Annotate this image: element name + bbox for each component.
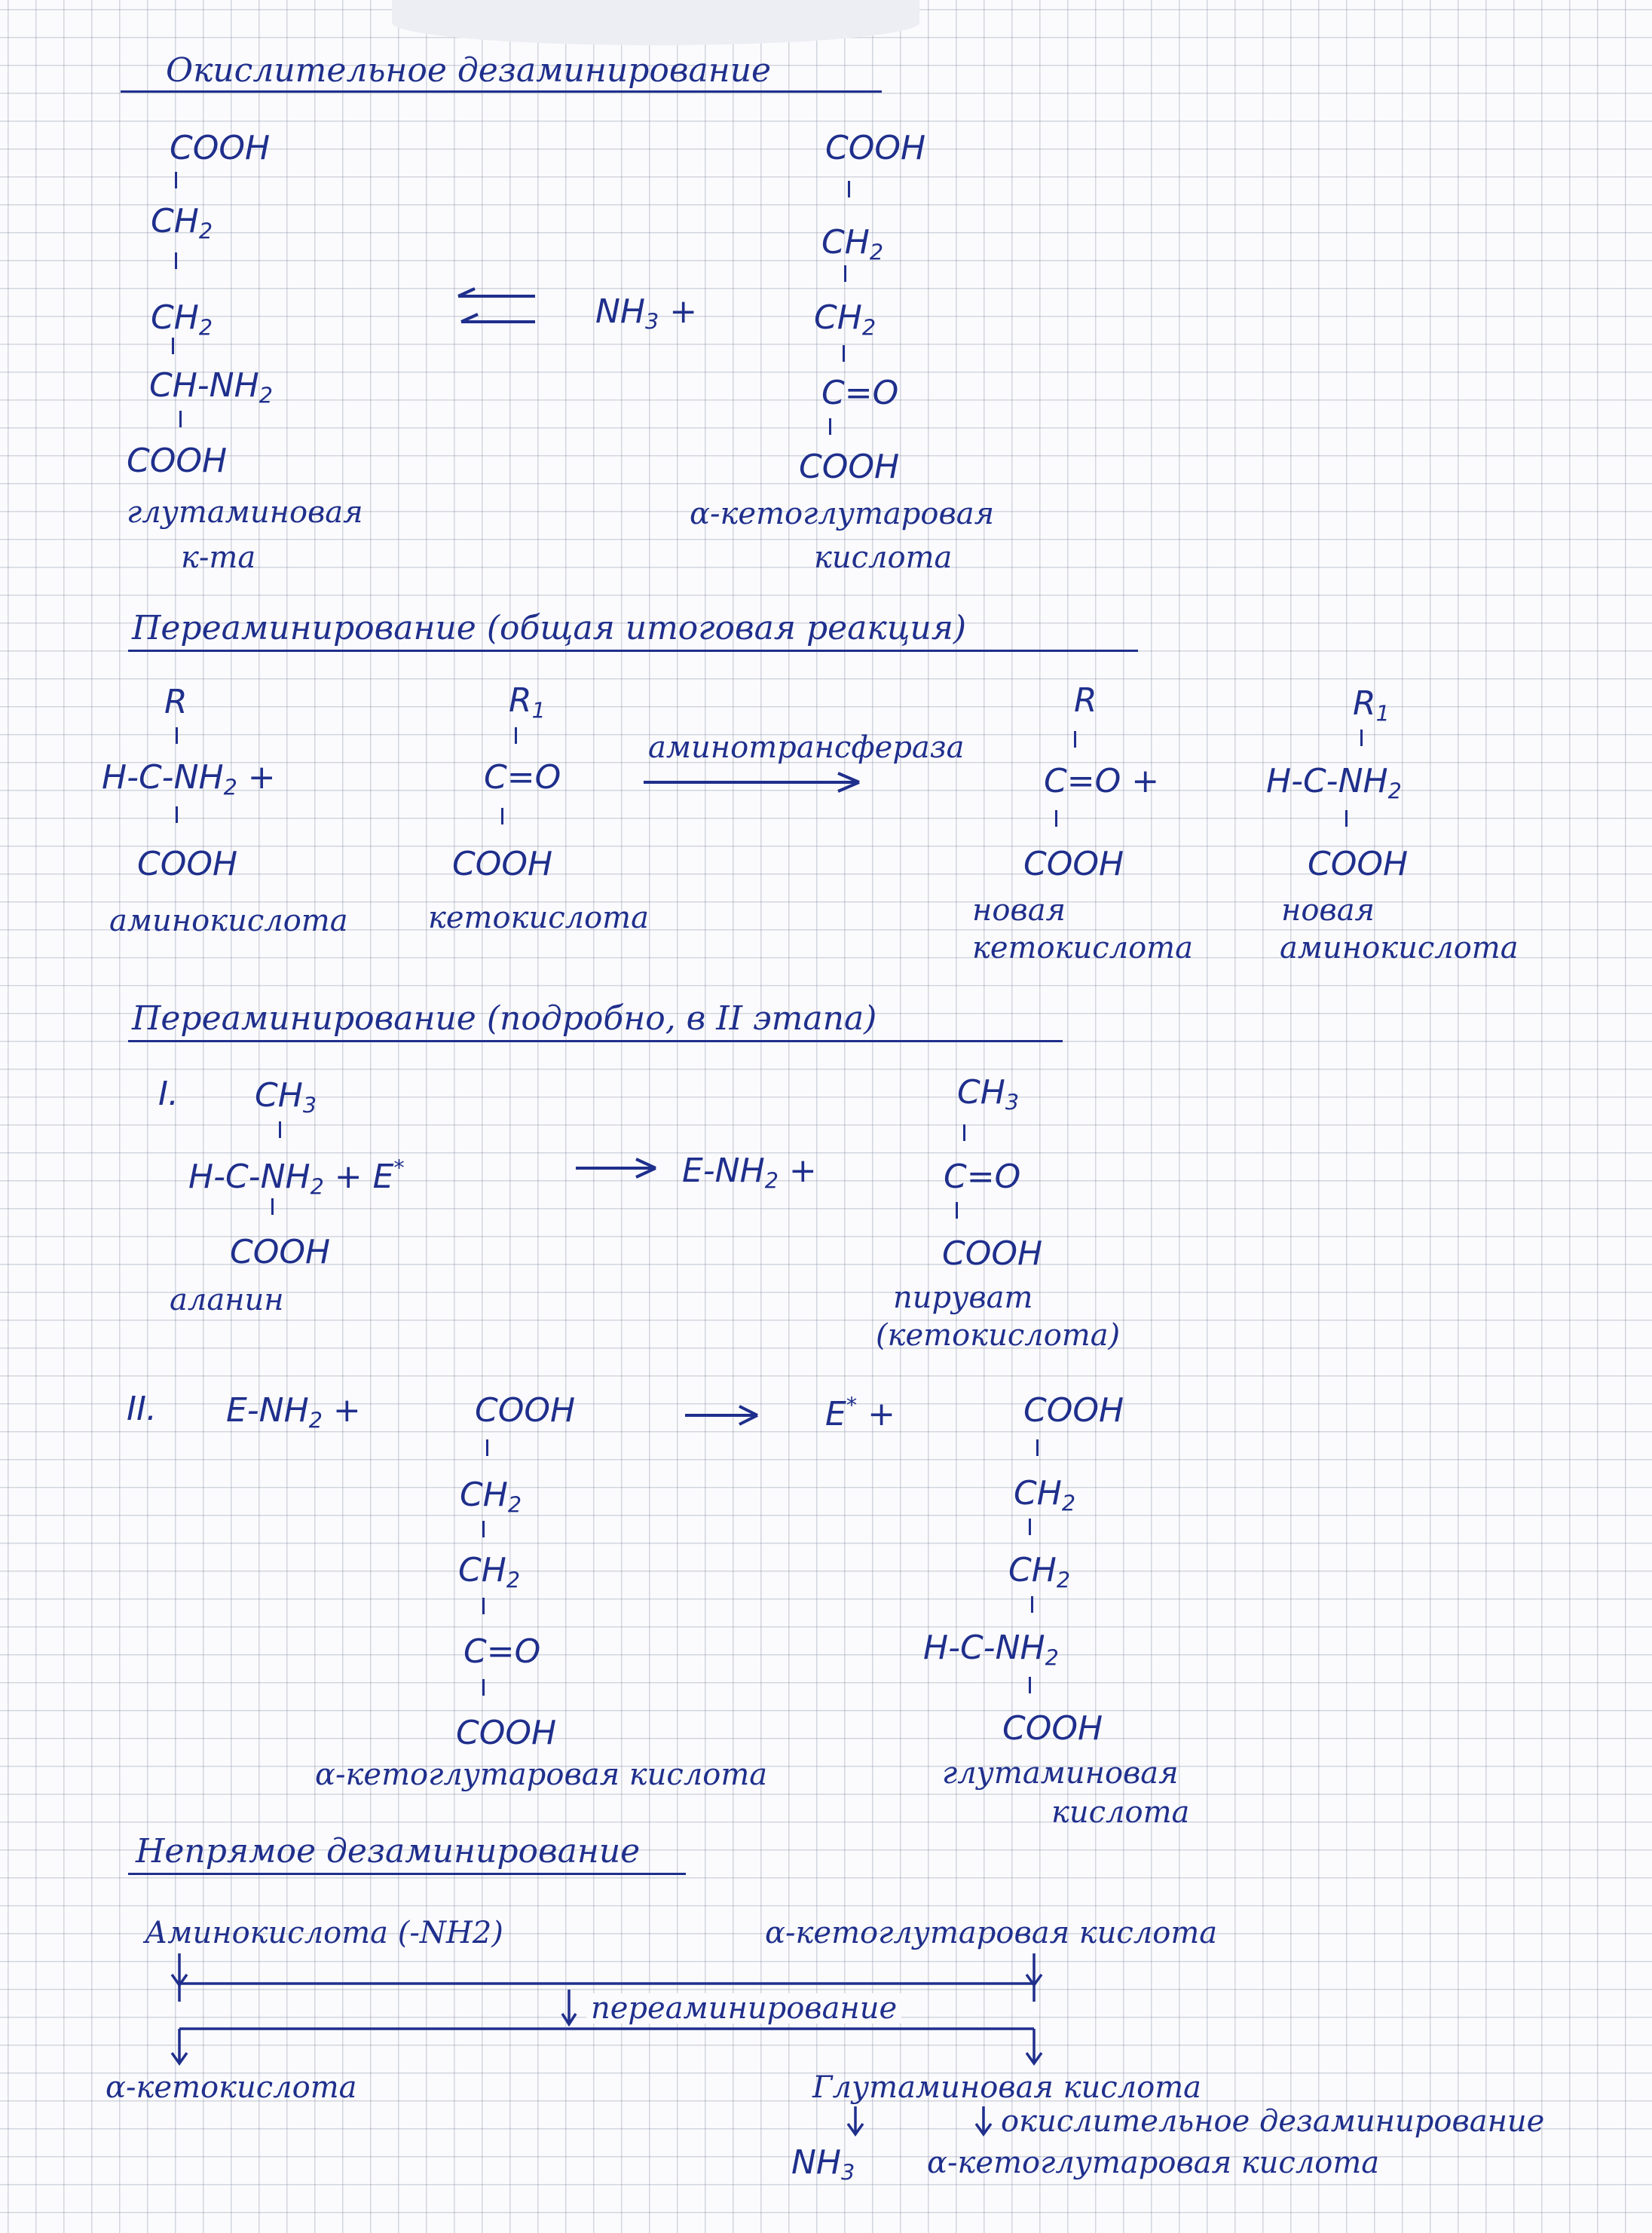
formula-line: C=O [821,374,899,412]
formula-line: $CH_2$ [1008,1551,1071,1593]
scheme-oxidative: окислительное дезаминирование [1001,2104,1545,2139]
enzyme-label: аминотрансфераза [648,730,965,765]
label-new-amino-acid: аминокислота [1280,931,1519,965]
keto-acid-row: C=O [484,758,561,797]
pyruvate-row: C=O [944,1158,1021,1196]
label-glutamic-acid: глутаминовая [942,1756,1179,1791]
regenerated-enzyme: E* + [825,1392,895,1434]
cooh: COOH [1308,845,1409,883]
r1-group: $R_1$ [509,681,546,723]
label-pyruvate-note: (кетокислота) [876,1318,1121,1353]
formula-line: $CH_2$ [460,1476,522,1518]
scheme-glutamic-acid: Глутаминовая кислота [812,2070,1201,2105]
formula-line: $CH_2$ [814,298,876,341]
alanine-row: $H-C-NH_2 + E^*$ [188,1155,405,1200]
label-glutamic-acid: глутаминовая [127,495,363,530]
r-group: R [1074,681,1097,720]
formula-line: $CH-NH_2$ [149,366,273,408]
cooh: COOH [1023,845,1124,883]
formula-line: C=O [463,1632,541,1671]
formula-line: COOH [1002,1709,1103,1748]
formula-line: $CH_2$ [1014,1474,1076,1516]
cooh: COOH [452,845,553,883]
formula-line: $H-C-NH_2$ [923,1629,1059,1671]
formula-line: $CH_2$ [151,202,213,244]
ammonia-term: $NH_3$ + [595,292,698,335]
label-new-keto-acid: кетокислота [972,931,1193,965]
scheme-amino-acid: Аминокислота (-NH2) [145,1916,503,1950]
label-new: новая [972,893,1066,928]
formula-line: $CH_2$ [151,298,213,341]
formula-line: $CH_2$ [458,1551,521,1593]
cooh: COOH [942,1234,1043,1273]
amino-acid-row: $H-C-NH_2$ + [102,758,276,800]
enzyme-amine-product: $E-NH_2$ + [682,1152,817,1194]
step-1-marker: I. [158,1075,179,1113]
enzyme-amine: $E-NH_2$ + [226,1391,361,1433]
scheme-alpha-ketoglutaric: α-кетоглутаровая кислота [765,1916,1218,1950]
formula-line: COOH [825,129,926,167]
formula-line: COOH [475,1391,576,1430]
ch3: $CH_3$ [957,1073,1020,1115]
label-alpha-ketoglutaric: α-кетоглутаровая [690,497,995,531]
label-glutamic-acid-2: к-та [181,540,256,575]
r-group: R [164,683,188,721]
label-glutamic-acid-2: кислота [1051,1795,1190,1830]
r1-group: $R_1$ [1353,684,1390,726]
scheme-alpha-ketoglutaric-2: α-кетоглутаровая кислота [927,2146,1380,2180]
cooh: COOH [230,1233,331,1271]
heading-transamination-detail: Переаминирование (подробно, в II этапа) [132,999,877,1038]
label-new: новая [1281,893,1375,928]
new-amino-acid-row: $H-C-NH_2$ [1266,762,1402,804]
heading-indirect: Непрямое дезаминирование [136,1832,641,1871]
label-keto-acid: кетокислота [428,901,649,935]
cooh: COOH [137,845,238,883]
label-alpha-ketoglutaric-2: кислота [814,540,953,575]
formula-line: COOH [456,1714,557,1752]
label-pyruvate: пируват [893,1280,1033,1315]
heading-oxidative: Окислительное дезаминирование [166,51,772,90]
ch3: $CH_3$ [255,1076,317,1118]
formula-line: COOH [127,442,228,480]
formula-line: COOH [1023,1391,1124,1430]
label-alpha-ketoglutaric: α-кетоглутаровая кислота [315,1757,768,1792]
new-keto-acid-row: C=O + [1044,762,1160,800]
scheme-alpha-keto-acid: α-кетокислота [106,2070,357,2105]
label-alanine: аланин [170,1283,284,1317]
formula-line: COOH [799,448,900,486]
scheme-ammonia: $NH_3$ [791,2143,855,2186]
formula-line: COOH [170,129,271,167]
step-2-marker: II. [127,1390,157,1428]
scheme-transamination: переаминирование [586,1993,901,2023]
label-amino-acid: аминокислота [109,904,348,938]
formula-line: $CH_2$ [821,223,884,265]
heading-transamination-total: Переаминирование (общая итоговая реакция) [132,609,967,647]
